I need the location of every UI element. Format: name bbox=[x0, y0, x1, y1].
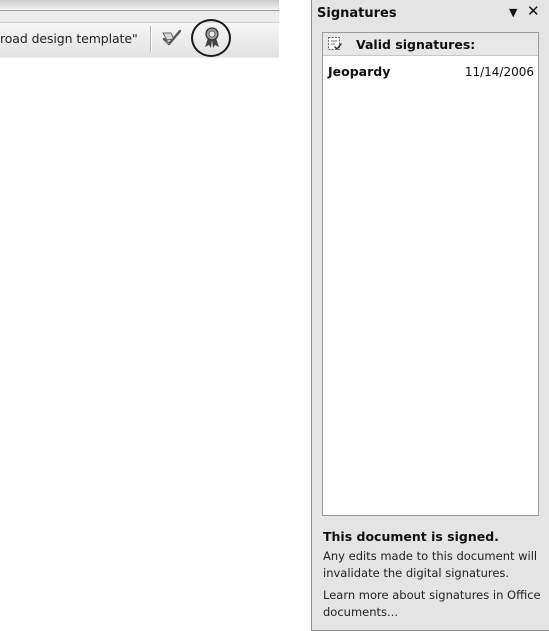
pane-title: Signatures bbox=[317, 6, 397, 21]
status-bar-edge bbox=[279, 0, 281, 58]
close-icon[interactable]: ✕ bbox=[527, 2, 540, 20]
valid-signatures-header bbox=[323, 33, 538, 56]
signed-status-title: This document is signed. bbox=[323, 529, 499, 544]
signature-row[interactable] bbox=[323, 63, 538, 83]
signatures-task-pane bbox=[311, 0, 549, 631]
template-name-label[interactable]: road design template" bbox=[0, 31, 138, 46]
signed-status-description: Any edits made to this document will invalidate the digital signatures. bbox=[323, 549, 538, 580]
status-separator bbox=[150, 26, 151, 52]
highlight-circle bbox=[191, 19, 231, 57]
learn-more-link[interactable]: Learn more about signatures in Office documents... bbox=[323, 588, 541, 619]
valid-signature-icon bbox=[327, 36, 343, 52]
valid-signatures-label: Valid signatures: bbox=[356, 37, 476, 52]
signature-list bbox=[322, 32, 539, 516]
signature-date: 11/14/2006 bbox=[464, 65, 534, 79]
signer-name: Jeopardy bbox=[328, 64, 391, 79]
document-scroll-edge bbox=[0, 0, 281, 11]
status-bar bbox=[0, 0, 281, 58]
spelling-check-icon[interactable] bbox=[160, 27, 184, 49]
pane-options-dropdown-icon[interactable]: ▼ bbox=[509, 6, 518, 19]
